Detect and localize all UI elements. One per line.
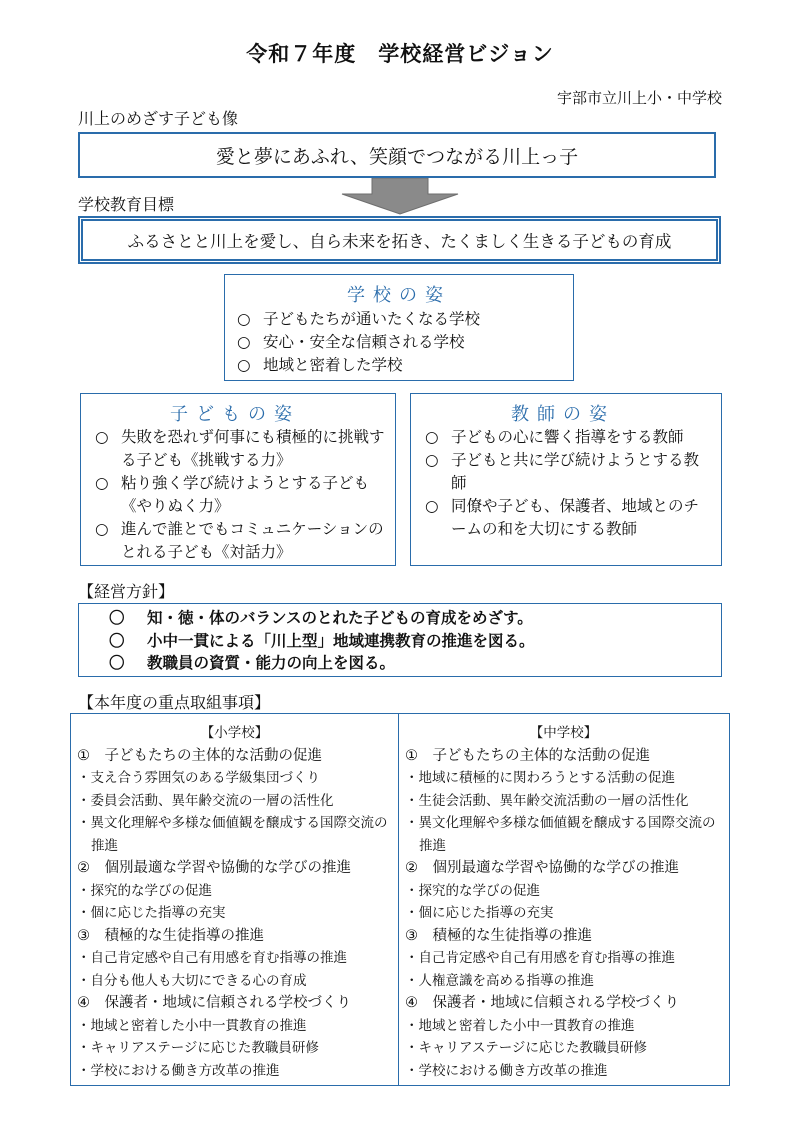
list-item: ・人権意識を高める指導の推進 bbox=[405, 972, 594, 989]
edu-goal-label: 学校教育目標 bbox=[78, 195, 175, 214]
list-item: ・個に応じた指導の充実 bbox=[405, 905, 554, 921]
child-image-text: 愛と夢にあふれ、笑顔でつながる川上っ子 bbox=[215, 145, 579, 168]
list-item: ・地域に積極的に関わろうとする活動の促進 bbox=[405, 770, 675, 786]
list-item: ・学校における働き方改革の推進 bbox=[405, 1062, 608, 1079]
section-title: ④ 保護者・地域に信頼される学校づくり bbox=[77, 995, 351, 1011]
list-item: ・自己肯定感や自己有用感を育む指導の推進 bbox=[77, 950, 347, 966]
junior-high-column bbox=[399, 714, 728, 1085]
teacher-figure-heading: 教師の姿 bbox=[511, 404, 615, 425]
list-item: ○ 地域と密着した学校 bbox=[237, 356, 403, 374]
child-image-label: 川上のめざす子ども像 bbox=[78, 109, 239, 128]
section-title: ② 個別最適な学習や協働的な学びの推進 bbox=[405, 860, 679, 876]
list-item: ○ 進んで誰とでもコミュニケーションのとれる子ども《対話力》 bbox=[95, 520, 384, 561]
list-item: ・個に応じた指導の充実 bbox=[77, 905, 226, 921]
list-item: ○ 子どもと共に学び続けようとする教師 bbox=[425, 451, 700, 492]
list-item: ・異文化理解や多様な価値観を醸成する国際交流の推進 bbox=[405, 815, 716, 854]
policy-label: 【経営方針】 bbox=[78, 582, 175, 601]
elementary-heading: 【小学校】 bbox=[200, 725, 269, 741]
school-figure-heading: 学校の姿 bbox=[347, 285, 451, 306]
list-item: 〇 知・徳・体のバランスのとれた子どもの育成をめざす。 bbox=[109, 609, 533, 627]
edu-goal-text: ふるさとと川上を愛し、自ら未来を拓き、たくましく生きる子どもの育成 bbox=[127, 232, 672, 251]
list-item: ・探究的な学びの促進 bbox=[77, 882, 212, 899]
school-figure-box bbox=[224, 274, 574, 381]
child-figure-heading: 子どもの姿 bbox=[170, 404, 300, 425]
list-item: ・地域と密着した小中一貫教育の推進 bbox=[405, 1017, 635, 1034]
list-item: ・地域と密着した小中一貫教育の推進 bbox=[77, 1017, 307, 1034]
list-item: ○ 子どもの心に響く指導をする教師 bbox=[425, 428, 684, 446]
list-item: ・自己肯定感や自己有用感を育む指導の推進 bbox=[405, 950, 675, 966]
list-item: ○ 子どもたちが通いたくなる学校 bbox=[237, 310, 481, 328]
list-item: ○ 安心・安全な信頼される学校 bbox=[237, 333, 465, 351]
child-image-box bbox=[78, 132, 716, 178]
list-item: ・自分も他人も大切にできる心の育成 bbox=[77, 972, 307, 989]
list-item: ・学校における働き方改革の推進 bbox=[77, 1062, 280, 1079]
list-item: ○ 失敗を恐れず何事にも積極的に挑戦する子ども《挑戦する力》 bbox=[95, 428, 385, 469]
section-title: ④ 保護者・地域に信頼される学校づくり bbox=[405, 995, 679, 1011]
priorities-label: 【本年度の重点取組事項】 bbox=[78, 693, 271, 712]
child-figure-box bbox=[80, 393, 396, 566]
section-title: ① 子どもたちの主体的な活動の促進 bbox=[405, 747, 650, 764]
list-item: 〇 教職員の資質・能力の向上を図る。 bbox=[109, 654, 396, 672]
list-item: ○ 粘り強く学び続けようとする子ども《やりぬく力》 bbox=[95, 474, 370, 515]
junior-high-heading: 【中学校】 bbox=[529, 725, 598, 741]
list-item: ・委員会活動、異年齢交流の一層の活性化 bbox=[77, 792, 334, 809]
list-item: ・支え合う雰囲気のある学級集団づくり bbox=[77, 770, 320, 786]
section-title: ① 子どもたちの主体的な活動の促進 bbox=[77, 747, 322, 764]
list-item: ・探究的な学びの促進 bbox=[405, 882, 540, 899]
page-title: 令和７年度 学校経営ビジョン bbox=[246, 42, 554, 66]
list-item: ・異文化理解や多様な価値観を醸成する国際交流の推進 bbox=[77, 815, 388, 854]
edu-goal-box bbox=[78, 216, 721, 264]
list-item: ・キャリアステージに応じた教職員研修 bbox=[77, 1040, 319, 1056]
priorities-table bbox=[70, 713, 730, 1086]
list-item: ・生徒会活動、異年齢交流活動の一層の活性化 bbox=[405, 792, 689, 809]
list-item: ○ 同僚や子ども、保護者、地域とのチームの和を大切にする教師 bbox=[425, 497, 700, 538]
list-item: ・キャリアステージに応じた教職員研修 bbox=[405, 1040, 647, 1056]
down-arrow-icon bbox=[340, 178, 460, 216]
section-title: ③ 積極的な生徒指導の推進 bbox=[77, 927, 264, 944]
policy-box bbox=[78, 603, 722, 677]
list-item: 〇 小中一貫による「川上型」地域連携教育の推進を図る。 bbox=[109, 631, 535, 650]
school-name: 宇部市立川上小・中学校 bbox=[556, 89, 722, 107]
section-title: ② 個別最適な学習や協働的な学びの推進 bbox=[77, 860, 351, 876]
section-title: ③ 積極的な生徒指導の推進 bbox=[405, 927, 592, 944]
elementary-column bbox=[71, 714, 399, 1085]
teacher-figure-box bbox=[410, 393, 722, 566]
